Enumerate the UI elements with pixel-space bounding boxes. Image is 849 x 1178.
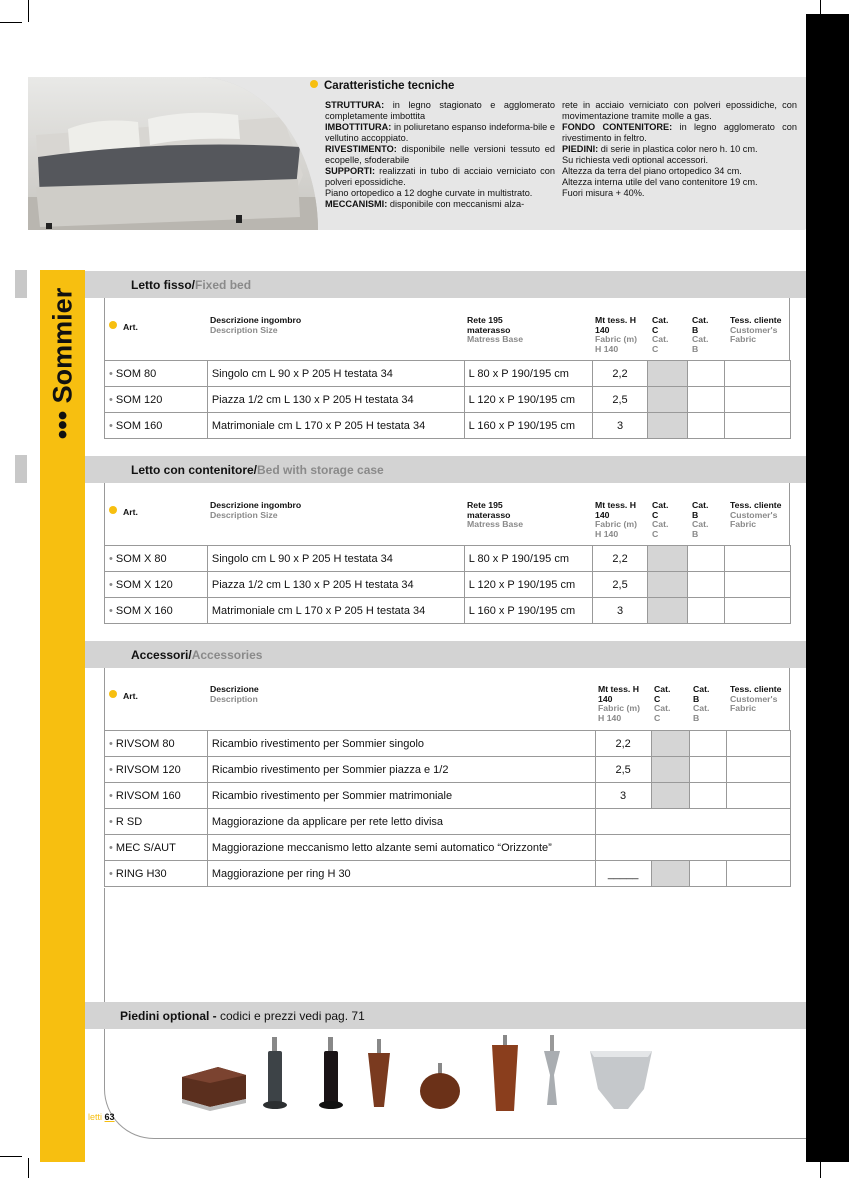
foot-black-cylinder-icon [319,1037,343,1109]
feet-illustration [178,1035,668,1115]
hdr-catc-it: Cat. C [652,315,669,335]
hdr-mt-it: Mt tess. H 140 [595,315,637,335]
cell-mt: 2,5 [592,572,648,598]
cell-mt: 2,2 [592,546,648,572]
cell-tess [725,598,791,624]
page-number: 63 [104,1112,115,1122]
hdr-catb-it: Cat. B [693,684,710,704]
cell-cat-c [648,361,688,387]
crop-mark [0,1156,22,1157]
piedini-bold: Piedini optional - [120,1009,220,1023]
cell-art [105,731,208,757]
hdr-tess-it: Tess. cliente [730,684,782,694]
bullet-icon: • [109,789,116,802]
table-row [105,809,791,835]
table-row [105,387,791,413]
piedini-text: codici e prezzi vedi pag. 71 [220,1009,365,1023]
tech-col-1 [325,100,555,210]
hdr-rete-en: Matress Base [467,334,524,344]
cell-desc: Maggiorazione da applicare per rete letto divisa [207,809,595,835]
cell-mt: 2,5 [595,757,651,783]
page-footer [88,1112,115,1122]
cell-cat-b [688,572,725,598]
tech-paragraph [325,188,555,199]
art-code: RIVSOM 120 [115,763,181,776]
cell-rete: L 160 x P 190/195 cm [464,598,592,624]
cell-art [105,861,208,887]
bullet-icon [310,80,318,88]
tech-title-text: Caratteristiche tecniche [324,80,455,92]
tech-paragraph [325,166,555,188]
cell-art [105,809,208,835]
cell-cat-c [651,731,690,757]
section-band [85,641,806,668]
table-row [105,361,791,387]
hdr-catc-en: Cat. C [652,334,669,354]
cell-cat-c [651,861,690,887]
cell-desc: Piazza 1/2 cm L 130 x P 205 H testata 34 [207,572,464,598]
cell-desc: Piazza 1/2 cm L 130 x P 205 H testata 34 [207,387,464,413]
table-row [105,835,791,861]
table-header-frame [104,298,790,360]
tech-paragraph [562,177,797,188]
table-accessories [104,730,791,887]
table-bottom-frame [104,888,790,1002]
table-header-frame [104,668,790,730]
foot-tall-wood-icon [492,1035,518,1111]
cell-cat-c [648,387,688,413]
cell-cat-c [648,572,688,598]
bullet-icon [109,506,117,514]
tech-paragraph [562,144,797,155]
hdr-tess-en: Customer's Fabric [730,693,778,713]
hdr-tess-en: Customer's Fabric [730,324,778,344]
band-title-it: Letto fisso/ [131,278,196,292]
bullet-icon: • [109,867,116,880]
art-code: SOM 160 [115,419,163,432]
foot-metal-cylinder-icon [263,1037,287,1109]
cell-rete: L 120 x P 190/195 cm [464,387,592,413]
cell-art [105,572,208,598]
section-tab [15,455,27,483]
tech-label: PIEDINI: [562,144,599,154]
crop-mark [827,1156,849,1157]
bullet-icon: • [109,419,116,432]
hdr-tess-it: Tess. cliente [730,315,782,325]
art-code: RIVSOM 160 [115,789,181,802]
tech-label: FONDO CONTENITORE: [562,122,673,132]
tech-text: in poliuretano espanso indeforma-bile e vellutino accoppiato. [325,122,555,143]
cell-desc: Ricambio rivestimento per Sommier matrimoniale [207,783,595,809]
hdr-rete-en: Matress Base [467,519,524,529]
art-code: MEC S/AUT [115,841,176,854]
hdr-art: Art. [123,507,138,517]
hdr-catb-it: Cat. B [692,315,709,335]
cell-rete: L 120 x P 190/195 cm [464,572,592,598]
cell-cat-c [651,757,690,783]
cell-art [105,361,208,387]
cell-cat-c [648,598,688,624]
tech-paragraph [562,122,797,144]
hdr-mt-en: Fabric (m) H 140 [595,334,637,354]
cell-desc: Singolo cm L 90 x P 205 H testata 34 [207,546,464,572]
band-title-en: Fixed bed [195,278,252,292]
cell-art [105,783,208,809]
cell-cat-c [648,413,688,439]
tech-text: Su richiesta vedi optional accessori. [562,155,709,165]
cell-tess [727,757,791,783]
tech-paragraph [562,166,797,177]
hdr-mt-it: Mt tess. H 140 [595,500,637,520]
bullet-icon: • [109,604,116,617]
cell-cat-b [690,861,727,887]
cell-mt: 2,5 [592,387,648,413]
cell-empty [595,835,790,861]
tech-paragraph [562,100,797,122]
bullet-icon [109,321,117,329]
cell-cat-c [651,783,690,809]
bullet-icon: • [109,841,116,854]
crop-mark [28,0,29,22]
cell-tess [727,861,791,887]
tech-label: RIVESTIMENTO: [325,144,397,154]
cell-art [105,757,208,783]
art-code: RIVSOM 80 [115,737,175,750]
cell-tess [725,361,791,387]
table-row [105,783,791,809]
cell-rete: L 80 x P 190/195 cm [464,546,592,572]
band-title-it: Accessori/ [131,648,192,662]
bullet-icon: • [109,578,116,591]
tech-text: rete in acciaio verniciato con polveri epossidiche, con movimentazione tramite molle a gas. [562,100,797,121]
table-row [105,546,791,572]
art-code: SOM X 160 [115,604,173,617]
hdr-catc-it: Cat. C [654,684,671,704]
tech-text: in legno agglomerato con rivestimento in feltro. [562,122,797,143]
tech-paragraph [562,188,797,199]
crop-mark [820,0,821,22]
section-title: ••• Sommier [47,287,78,440]
cell-desc: Matrimoniale cm L 170 x P 205 H testata 34 [207,413,464,439]
table-row [105,598,791,624]
table-row [105,861,791,887]
crop-mark [28,1158,29,1178]
hdr-desc-en: Description Size [210,324,278,335]
hdr-art: Art. [123,322,138,332]
tech-text: disponibile nelle versioni tessuto ed ecopelle, sfoderabile [325,144,555,165]
tech-paragraph [325,100,555,122]
tech-title [310,80,454,92]
section-band [85,456,806,483]
tech-label: STRUTTURA: [325,100,385,110]
cell-art [105,598,208,624]
hdr-catb-en: Cat. B [692,519,709,539]
crop-mark [820,1158,821,1178]
cell-cat-b [690,783,727,809]
cell-mt: 2,2 [592,361,648,387]
bullet-icon: • [109,552,116,565]
hdr-rete-it: Rete 195 materasso [467,315,511,335]
hdr-catb-it: Cat. B [692,500,709,520]
tech-text: in legno stagionato e agglomerato completamente imbottita [325,100,555,121]
table-row [105,731,791,757]
hdr-mt-en: Fabric (m) H 140 [595,519,637,539]
art-code: RING H30 [115,867,167,880]
tech-paragraph [325,144,555,166]
table-fixed-bed [104,360,791,439]
cell-mt: 3 [592,413,648,439]
hdr-mt-en: Fabric (m) H 140 [598,703,640,723]
cell-mt: 3 [595,783,651,809]
section-band [85,271,806,298]
crop-mark [0,22,22,23]
cell-cat-b [688,413,725,439]
foot-ball-wood-icon [420,1063,460,1109]
art-code: SOM 120 [115,393,163,406]
hdr-desc-en: Description [210,693,258,704]
tech-label: IMBOTTITURA: [325,122,392,132]
hdr-desc-it: Descrizione ingombro [210,315,302,325]
tech-paragraph [325,199,555,210]
table-row [105,757,791,783]
cell-desc: Ricambio rivestimento per Sommier piazza e 1/2 [207,757,595,783]
cell-tess [727,783,791,809]
hdr-catc-it: Cat. C [652,500,669,520]
tech-text: Altezza interna utile del vano contenitore 19 cm. [562,177,758,187]
right-edge-bar [806,14,849,1162]
cell-art [105,546,208,572]
tech-paragraph [325,122,555,144]
cell-cat-b [688,546,725,572]
foot-box-icon [182,1067,246,1111]
cell-cat-c [648,546,688,572]
bullet-icon: • [109,815,116,828]
cell-cat-b [690,731,727,757]
cell-desc: Maggiorazione meccanismo letto alzante semi automatico “Orizzonte” [207,835,595,861]
tech-text: Fuori misura + 40%. [562,188,645,198]
section-tab [15,270,27,298]
cell-art [105,413,208,439]
art-code: SOM 80 [115,367,157,380]
cell-cat-b [690,757,727,783]
cell-tess [725,387,791,413]
cell-mt: 3 [592,598,648,624]
table-header-frame [104,483,790,545]
band-title-en: Accessories [191,648,263,662]
cell-cat-b [688,361,725,387]
band-title-it: Letto con contenitore/ [131,463,257,477]
tech-text: Altezza da terra del piano ortopedico 34 cm. [562,166,742,176]
cell-rete: L 80 x P 190/195 cm [464,361,592,387]
tech-text: di serie in plastica color nero h. 10 cm. [598,144,758,154]
cell-tess [725,413,791,439]
hdr-desc-en: Description Size [210,509,278,520]
hdr-art: Art. [123,691,138,701]
tech-label: SUPPORTI: [325,166,376,176]
bullet-icon: • [109,367,116,380]
footer-label: letti [88,1112,103,1122]
tech-text: Piano ortopedico a 12 doghe curvate in multistrato. [325,188,533,198]
cell-tess [725,546,791,572]
hdr-catc-en: Cat. C [654,703,671,723]
hdr-tess-it: Tess. cliente [730,500,782,510]
cell-art [105,835,208,861]
tech-label: MECCANISMI: [325,199,388,209]
cell-desc: Matrimoniale cm L 170 x P 205 H testata 34 [207,598,464,624]
cell-tess [725,572,791,598]
cell-cat-b [688,387,725,413]
foot-tapered-wood-icon [368,1039,390,1107]
band-title-en: Bed with storage case [257,463,384,477]
tech-col-2 [562,100,797,199]
foot-chrome-spindle-icon [544,1035,560,1105]
cell-desc: Singolo cm L 90 x P 205 H testata 34 [207,361,464,387]
art-code: SOM X 120 [115,578,173,591]
cell-art [105,387,208,413]
foot-chrome-block-icon [590,1051,652,1109]
hdr-catb-en: Cat. B [692,334,709,354]
bullet-icon [109,690,117,698]
table-row [105,572,791,598]
bullet-icon: • [109,393,116,406]
tech-paragraph [562,155,797,166]
bullet-icon: • [109,763,116,776]
hdr-desc: Descrizione [210,684,259,694]
tech-text: realizzati in tubo di acciaio verniciato con polveri epossidiche. [325,166,555,187]
table-storage-bed [104,545,791,624]
cell-desc: Maggiorazione per ring H 30 [207,861,595,887]
table-row [105,413,791,439]
bullet-icon: • [109,737,116,750]
hdr-tess-en: Customer's Fabric [730,509,778,529]
hdr-catc-en: Cat. C [652,519,669,539]
hdr-catb-en: Cat. B [693,703,710,723]
hdr-mt-it: Mt tess. H 140 [598,684,640,704]
cell-cat-b [688,598,725,624]
cell-empty [595,809,790,835]
cell-tess [727,731,791,757]
cell-mt: _____ [595,861,651,887]
tech-text: disponibile con meccanismi alza- [387,199,525,209]
piedini-band [85,1002,806,1029]
hdr-desc-it: Descrizione ingombro [210,500,302,510]
crop-mark [827,22,849,23]
hdr-rete-it: Rete 195 materasso [467,500,511,520]
cell-mt: 2,2 [595,731,651,757]
cell-rete: L 160 x P 190/195 cm [464,413,592,439]
section-label [40,270,85,470]
art-code: SOM X 80 [115,552,167,565]
cell-desc: Ricambio rivestimento per Sommier singolo [207,731,595,757]
art-code: R SD [115,815,143,828]
